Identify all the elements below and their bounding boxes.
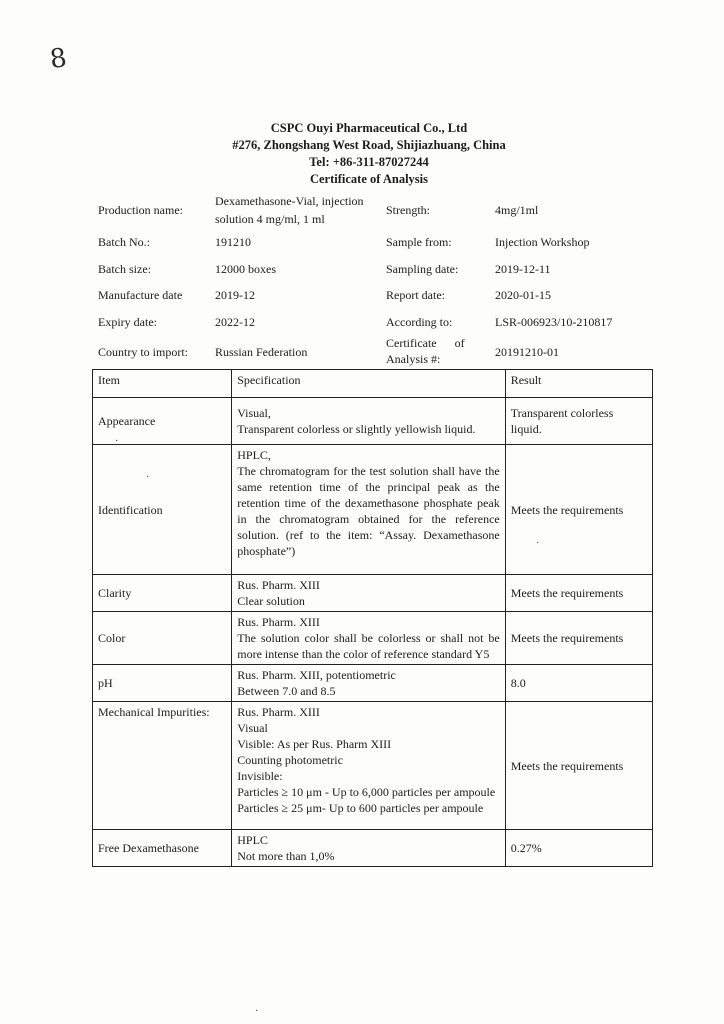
- table-row: [93, 398, 653, 445]
- handwritten-page-mark: 8: [47, 42, 69, 76]
- company-name: CSPC Ouyi Pharmaceutical Co., Ltd: [270, 121, 468, 135]
- batch-no-value: 191210: [215, 235, 251, 249]
- table-row: [93, 665, 653, 702]
- spec-line: Invisible:: [237, 769, 283, 783]
- row-item-mechanical-impurities: Mechanical Impurities:: [93, 702, 232, 830]
- production-name-label: Production name:: [98, 203, 183, 217]
- table-header-row: [93, 370, 653, 398]
- table-row: [93, 612, 653, 665]
- expiry-date-label: Expiry date:: [98, 315, 157, 329]
- spec-line: Transparent colorless or slightly yellowish liquid.: [237, 422, 476, 436]
- company-address: #276, Zhongshang West Road, Shijiazhuang, China: [232, 138, 506, 152]
- spec-line: Particles ≥ 25 μm- Up to 600 particles per ampoule: [237, 801, 484, 815]
- result-line: Meets the requirements: [510, 502, 624, 517]
- row-result: [505, 445, 652, 575]
- document-title: Certificate of Analysis: [309, 172, 429, 186]
- cert-number-value: 20191210-01: [495, 345, 559, 359]
- header-specification: Specification: [232, 370, 505, 398]
- table-row: [93, 830, 653, 867]
- spec-line: HPLC,: [237, 448, 271, 462]
- batch-size-label: Batch size:: [98, 262, 151, 276]
- row-item-appearance: Appearance: [93, 398, 232, 445]
- row-spec: [232, 445, 505, 575]
- row-spec: [232, 398, 505, 445]
- manufacture-date-label: Manufacture date: [98, 288, 183, 302]
- spec-line: Visible: As per Rus. Pharm XIII: [237, 737, 392, 751]
- row-result: [505, 830, 652, 867]
- row-item-free-dexamethasone: Free Dexamethasone: [93, 830, 232, 867]
- spec-line: Rus. Pharm. XIII: [237, 615, 320, 629]
- row-result: [505, 702, 652, 830]
- strength-label: Strength:: [386, 203, 430, 217]
- spec-line: Rus. Pharm. XIII: [237, 578, 320, 592]
- scan-speck: ·: [115, 436, 119, 447]
- production-name-line1: Dexamethasone-Vial, injection: [215, 194, 364, 208]
- scan-speck: ·: [146, 472, 150, 483]
- according-to-label: According to:: [386, 315, 453, 329]
- spec-line: The chromatogram for the test solution shall have the same retention time of the principal peak as the retention time of the dexamethasone phosphate peak in the chromatogram obtained for the reference solution. (ref to the item: “Assay. Dexamethasone phosphate”): [237, 464, 500, 558]
- spec-line: Particles ≥ 10 μm - Up to 6,000 particles per ampoule: [237, 785, 496, 799]
- sampling-date-label: Sampling date:: [386, 262, 459, 276]
- result-line: Meets the requirements: [510, 758, 624, 773]
- document-header: [0, 120, 724, 188]
- spec-line: Counting photometric: [237, 753, 343, 767]
- row-result: [505, 575, 652, 612]
- result-line: 0.27%: [510, 841, 542, 855]
- row-item-color: Color: [93, 612, 232, 665]
- row-item-identification: Identification: [93, 445, 232, 575]
- row-spec: [232, 575, 505, 612]
- table-row: [93, 445, 653, 575]
- row-item-ph: pH: [93, 665, 232, 702]
- result-line: Meets the requirements: [510, 631, 624, 645]
- scan-speck: ·: [255, 1006, 259, 1017]
- cert-number-label-line2: Analysis #:: [386, 352, 441, 366]
- row-result: [505, 665, 652, 702]
- spec-line: The solution color shall be colorless or shall not be more intense than the color of reference standard Y5: [237, 631, 500, 661]
- scan-speck: ·: [536, 538, 540, 549]
- row-spec: [232, 612, 505, 665]
- spec-line: Not more than 1,0%: [237, 849, 335, 863]
- sample-from-label: Sample from:: [386, 235, 452, 249]
- result-line: Meets the requirements: [510, 586, 624, 600]
- table-row: [93, 575, 653, 612]
- row-spec: [232, 702, 505, 830]
- spec-line: Clear solution: [237, 594, 305, 608]
- result-line: 8.0: [510, 676, 526, 690]
- row-spec: [232, 830, 505, 867]
- result-line: liquid.: [510, 422, 542, 436]
- row-item-clarity: Clarity: [93, 575, 232, 612]
- spec-line: HPLC: [237, 833, 268, 847]
- row-result: [505, 612, 652, 665]
- sampling-date-value: 2019-12-11: [495, 262, 551, 276]
- spec-line: Rus. Pharm. XIII: [237, 705, 320, 719]
- result-line: Transparent colorless: [510, 406, 614, 420]
- company-tel: Tel: +86-311-87027244: [309, 155, 429, 169]
- batch-size-value: 12000 boxes: [215, 262, 276, 276]
- header-result: Result: [505, 370, 652, 398]
- spec-line: Rus. Pharm. XIII, potentiometric: [237, 668, 396, 682]
- spec-line: Visual: [237, 721, 268, 735]
- spec-line: Visual,: [237, 406, 271, 420]
- country-label: Country to import:: [98, 345, 188, 359]
- header-item: Item: [93, 370, 232, 398]
- spec-line: Between 7.0 and 8.5: [237, 684, 336, 698]
- country-value: Russian Federation: [215, 345, 308, 359]
- report-date-value: 2020-01-15: [495, 288, 551, 302]
- batch-no-label: Batch No.:: [98, 235, 150, 249]
- according-to-value: LSR-006923/10-210817: [495, 315, 613, 329]
- expiry-date-value: 2022-12: [215, 315, 255, 329]
- production-name-line2: solution 4 mg/ml, 1 ml: [215, 212, 325, 226]
- sample-from-value: Injection Workshop: [495, 235, 590, 249]
- analysis-table: [92, 369, 653, 867]
- manufacture-date-value: 2019-12: [215, 288, 255, 302]
- report-date-label: Report date:: [386, 288, 445, 302]
- row-result: [505, 398, 652, 445]
- row-spec: [232, 665, 505, 702]
- cert-number-label-line1: Certificate of: [386, 336, 465, 350]
- table-row: [93, 702, 653, 830]
- strength-value: 4mg/1ml: [495, 203, 539, 217]
